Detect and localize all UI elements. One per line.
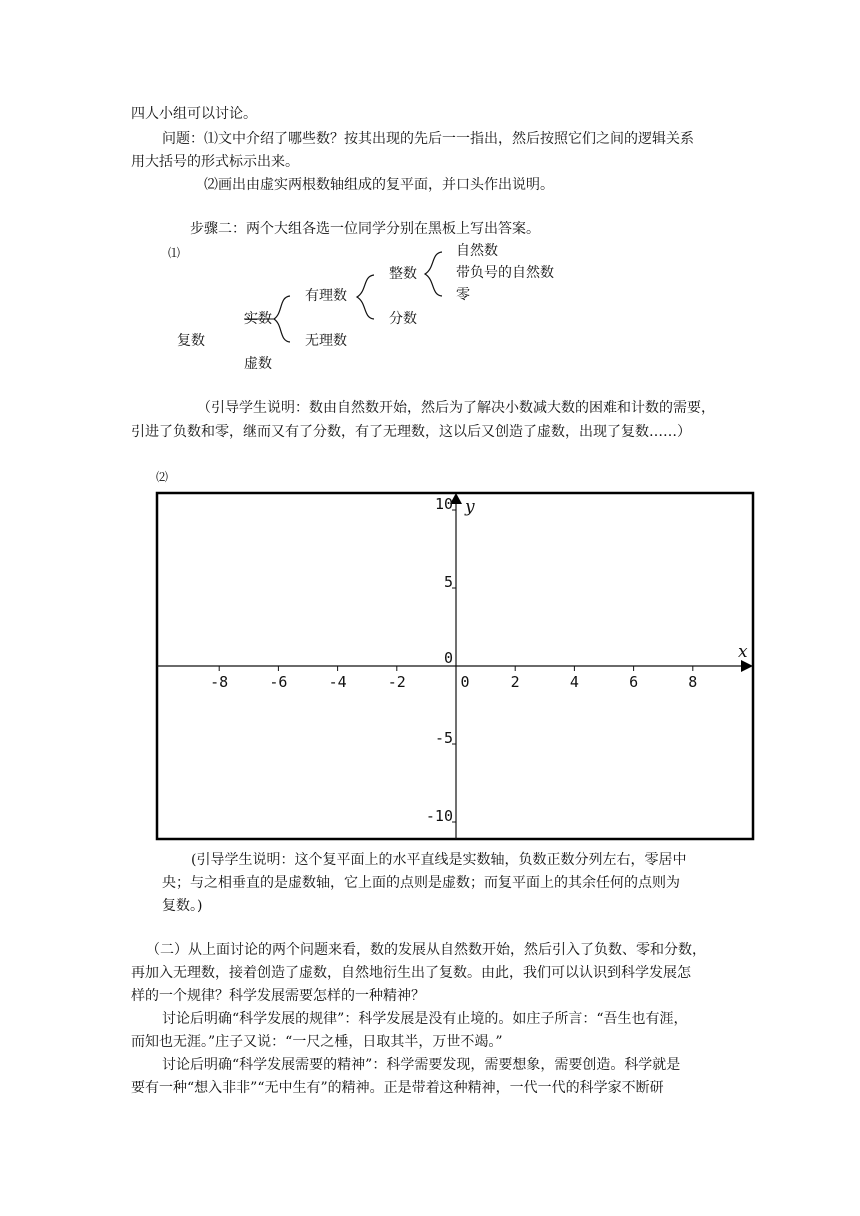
guide-2-line-1: (引导学生说明：这个复平面上的水平直线是实数轴，负数正数分列左右，零居中 [191, 852, 687, 868]
complex-plane-figure [155, 490, 755, 842]
tree-fraction: 分数 [389, 311, 417, 327]
guide-2-line-3: 复数。) [162, 898, 203, 914]
brace-integer [425, 252, 442, 296]
x-tick-label: -2 [387, 673, 406, 691]
x-tick-label: 8 [688, 673, 698, 691]
y-tick-label: -10 [425, 807, 453, 825]
tree-zero: 零 [456, 287, 470, 303]
part-2-line-4: 讨论后明确“科学发展的规律”：科学发展是没有止境的。如庄子所言：“吾生也有涯， [162, 1011, 688, 1027]
x-tick-label: -8 [210, 673, 229, 691]
guide-1-line-2: 引进了负数和零，继而又有了分数，有了无理数，这以后又创造了虚数，出现了复数……） [131, 424, 691, 440]
part-2-line-3: 样的一个规律？科学发展需要怎样的一种精神？ [131, 988, 425, 1004]
part-2-line-2: 再加入无理数，接着创造了虚数，自然地衍生出了复数。由此，我们可以认识到科学发展怎 [131, 965, 691, 981]
y-tick-label: -5 [434, 729, 453, 747]
answer-2-label: ⑵ [156, 470, 169, 484]
tree-negative-natural: 带负号的自然数 [456, 265, 554, 281]
x-tick-label: 6 [629, 673, 639, 691]
x-tick-label: 4 [569, 673, 579, 691]
brace-real [274, 296, 290, 342]
tree-natural: 自然数 [456, 243, 498, 259]
brace-rational [357, 275, 374, 319]
tree-irrational: 无理数 [305, 333, 347, 349]
question-1-continued: 用大括号的形式标示出来。 [131, 154, 299, 170]
intro-line: 四人小组可以讨论。 [131, 106, 257, 122]
x-axis-label: x [738, 642, 748, 662]
answer-1-label: ⑴ [168, 246, 181, 260]
part-2-line-1: （二）从上面讨论的两个问题来看，数的发展从自然数开始，然后引入了负数、零和分数， [146, 942, 706, 958]
tree-complex: 复数 [177, 333, 205, 349]
guide-2-line-2: 央；与之相垂直的是虚数轴，它上面的点则是虚数；而复平面上的其余任何的点则为 [162, 875, 680, 891]
x-tick-label: -4 [328, 673, 347, 691]
tree-rational: 有理数 [305, 288, 347, 304]
x-tick-label: 0 [460, 673, 470, 691]
tree-integer: 整数 [389, 266, 417, 282]
part-2-line-6: 讨论后明确“科学发展需要的精神”：科学需要发现，需要想象，需要创造。科学就是 [162, 1057, 681, 1073]
question-2: ⑵画出由虚实两根数轴组成的复平面，并口头作出说明。 [204, 177, 554, 193]
part-2-line-5: 而知也无涯。”庄子又说：“一尺之棰，日取其半，万世不竭。” [131, 1034, 503, 1050]
guide-1-line-1: （引导学生说明：数由自然数开始，然后为了解决小数减大数的困难和计数的需要， [197, 400, 715, 416]
y-tick-label: 0 [443, 649, 453, 667]
tree-braces [0, 0, 860, 400]
x-tick-label: -6 [269, 673, 288, 691]
y-tick-label: 10 [434, 495, 453, 513]
step-two: 步骤二：两个大组各选一位同学分别在黑板上写出答案。 [190, 221, 540, 237]
y-tick-label: 5 [443, 573, 453, 591]
part-2-line-7: 要有一种“想入非非”“无中生有”的精神。正是带着这种精神，一代一代的科学家不断研 [131, 1080, 664, 1096]
x-tick-label: 2 [510, 673, 520, 691]
y-axis-label: y [465, 497, 475, 517]
tree-imaginary: 虚数 [244, 356, 272, 372]
question-1: 问题：⑴文中介绍了哪些数？按其出现的先后一一指出，然后按照它们之间的逻辑关系 [162, 131, 694, 147]
tree-real: 实数 [244, 311, 272, 327]
